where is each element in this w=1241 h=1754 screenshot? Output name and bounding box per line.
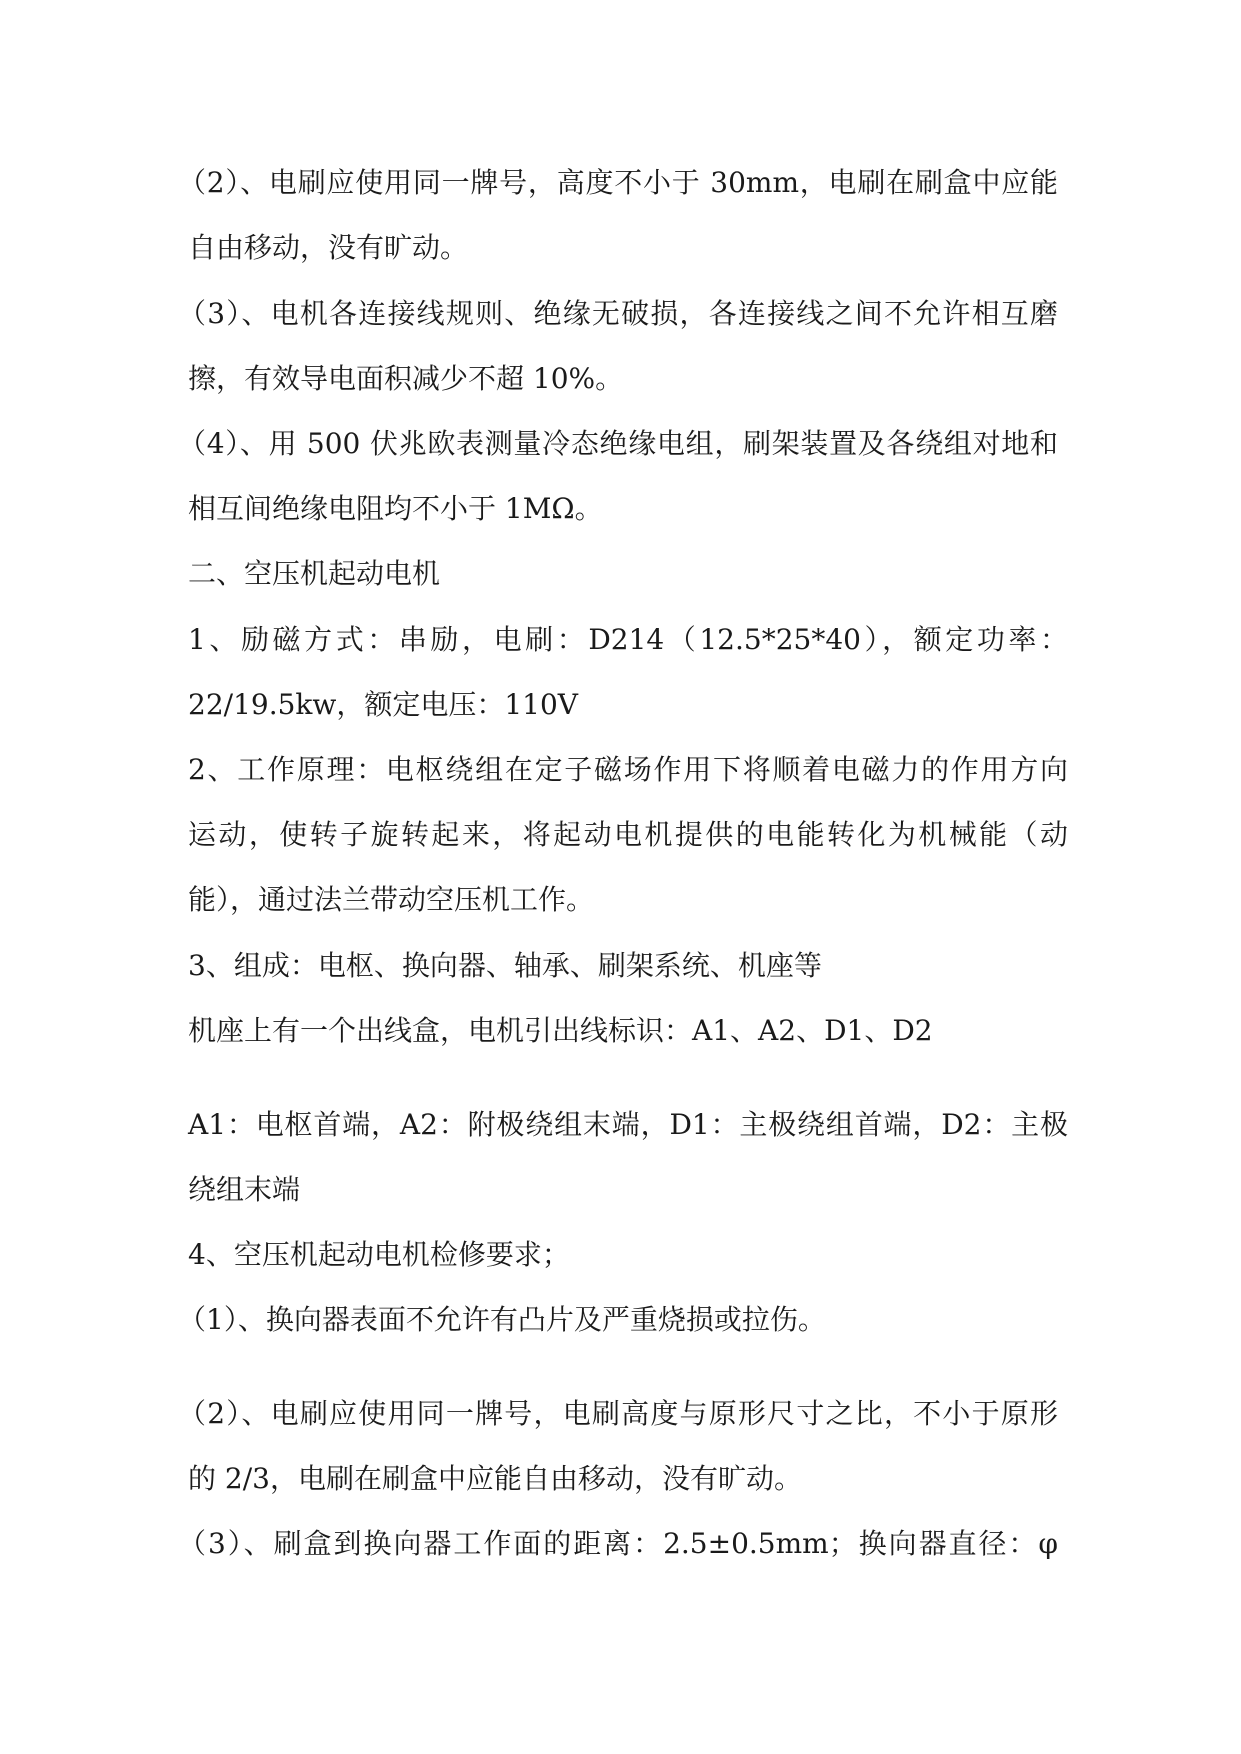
paragraph-line: （3）、刷盒到换向器工作面的距离：2.5±0.5mm；换向器直径：φ bbox=[178, 1527, 1058, 1560]
paragraph-line: （3）、电机各连接线规则、绝缘无破损，各连接线之间不允许相互磨 bbox=[178, 297, 1058, 330]
paragraph-line: 相互间绝缘电阻均不小于 1MΩ。 bbox=[188, 492, 603, 525]
paragraph-line: A1：电枢首端，A2：附极绕组末端，D1：主极绕组首端，D2：主极 bbox=[188, 1108, 1068, 1141]
paragraph-line: 能），通过法兰带动空压机工作。 bbox=[188, 883, 595, 916]
paragraph-line: 机座上有一个出线盒，电机引出线标识：A1、A2、D1、D2 bbox=[188, 1014, 933, 1047]
paragraph-line: （2）、电刷应使用同一牌号，电刷高度与原形尺寸之比，不小于原形 bbox=[178, 1397, 1058, 1430]
paragraph-line: 自由移动，没有旷动。 bbox=[188, 231, 469, 264]
paragraph-line: 3、组成：电枢、换向器、轴承、刷架系统、机座等 bbox=[188, 949, 822, 982]
section-heading: 4、空压机起动电机检修要求； bbox=[188, 1238, 570, 1271]
paragraph-line: （2）、电刷应使用同一牌号，高度不小于 30mm，电刷在刷盒中应能 bbox=[178, 166, 1058, 199]
paragraph-line: 运动，使转子旋转起来，将起动电机提供的电能转化为机械能（动 bbox=[188, 818, 1068, 851]
paragraph-line: 1、励磁方式：串励，电刷：D214（12.5*25*40），额定功率： bbox=[188, 623, 1068, 656]
paragraph-line: （1）、换向器表面不允许有凸片及严重烧损或拉伤。 bbox=[178, 1303, 826, 1336]
paragraph-line: 22/19.5kw，额定电压：110V bbox=[188, 688, 579, 721]
paragraph-line: （4）、用 500 伏兆欧表测量冷态绝缘电组，刷架装置及各绕组对地和 bbox=[178, 427, 1058, 460]
paragraph-line: 擦，有效导电面积减少不超 10%。 bbox=[188, 362, 624, 395]
paragraph-line: 绕组末端 bbox=[188, 1173, 301, 1206]
paragraph-line: 的 2/3，电刷在刷盒中应能自由移动，没有旷动。 bbox=[188, 1462, 802, 1495]
paragraph-line: 2、工作原理：电枢绕组在定子磁场作用下将顺着电磁力的作用方向 bbox=[188, 753, 1068, 786]
section-heading: 二、空压机起动电机 bbox=[188, 557, 441, 590]
